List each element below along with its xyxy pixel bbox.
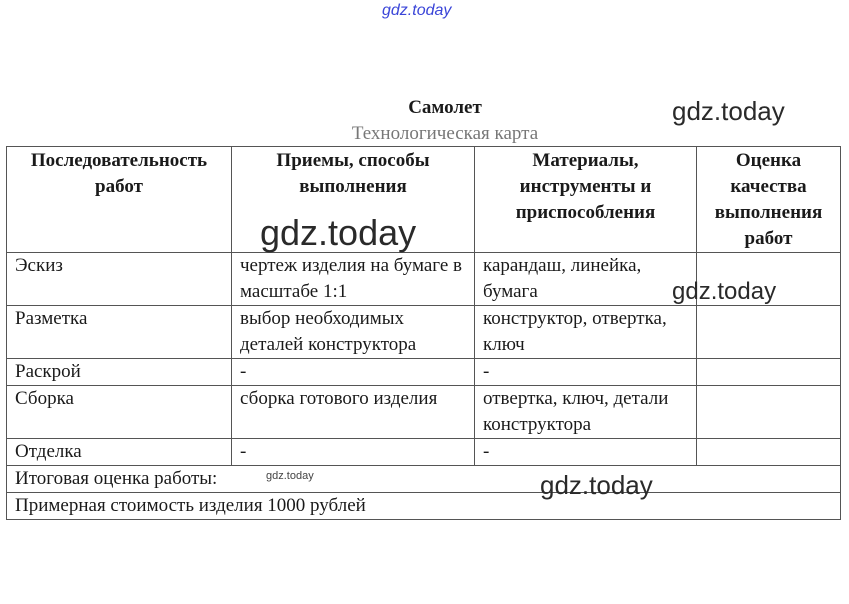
- watermark-right-lower: gdz.today: [672, 278, 777, 305]
- column-header: Оценка качества выполнения работ: [697, 147, 841, 253]
- stage-cell: Эскиз: [7, 253, 232, 306]
- summary-row: [7, 493, 841, 520]
- document-subtitle: Технологическая карта: [351, 123, 539, 144]
- stage-cell: Раскрой: [7, 359, 232, 386]
- materials-cell: отвертка, ключ, детали конструктора: [475, 386, 697, 439]
- watermark-top: gdz.today: [382, 2, 452, 19]
- stage-cell: Отделка: [7, 439, 232, 466]
- method-cell: выбор необходимых деталей конструктора: [232, 306, 475, 359]
- estimated-cost-cell: Примерная стоимость изделия 1000 рублей: [7, 493, 841, 520]
- stage-cell: Сборка: [7, 386, 232, 439]
- document-title: Самолет: [408, 97, 482, 118]
- table-header-row: [7, 147, 841, 253]
- watermark-small: gdz.today: [266, 470, 314, 482]
- column-header: Последовательность работ: [7, 147, 232, 253]
- column-header: Материалы, инструменты и приспособления: [475, 147, 697, 253]
- watermark-middle: gdz.today: [260, 212, 417, 253]
- table-row: [7, 359, 841, 386]
- method-cell: -: [232, 359, 475, 386]
- stage-cell: Разметка: [7, 306, 232, 359]
- watermark-bottom: gdz.today: [540, 470, 653, 500]
- method-cell: сборка готового изделия: [232, 386, 475, 439]
- method-cell: -: [232, 439, 475, 466]
- quality-cell: [697, 439, 841, 466]
- materials-cell: конструктор, отвертка, ключ: [475, 306, 697, 359]
- watermark-right-upper: gdz.today: [672, 96, 785, 126]
- materials-cell: -: [475, 359, 697, 386]
- column-header: Приемы, способы выполнения: [232, 147, 475, 253]
- materials-cell: карандаш, линейка, бумага: [475, 253, 697, 306]
- quality-cell: [697, 306, 841, 359]
- table-row: [7, 386, 841, 439]
- quality-cell: [697, 386, 841, 439]
- method-cell: чертеж изделия на бумаге в масштабе 1:1: [232, 253, 475, 306]
- summary-row: [7, 466, 841, 493]
- table-row: [7, 439, 841, 466]
- table-row: [7, 306, 841, 359]
- materials-cell: -: [475, 439, 697, 466]
- tech-card-table: [6, 146, 841, 520]
- final-grade-cell: Итоговая оценка работы:: [7, 466, 841, 493]
- quality-cell: [697, 359, 841, 386]
